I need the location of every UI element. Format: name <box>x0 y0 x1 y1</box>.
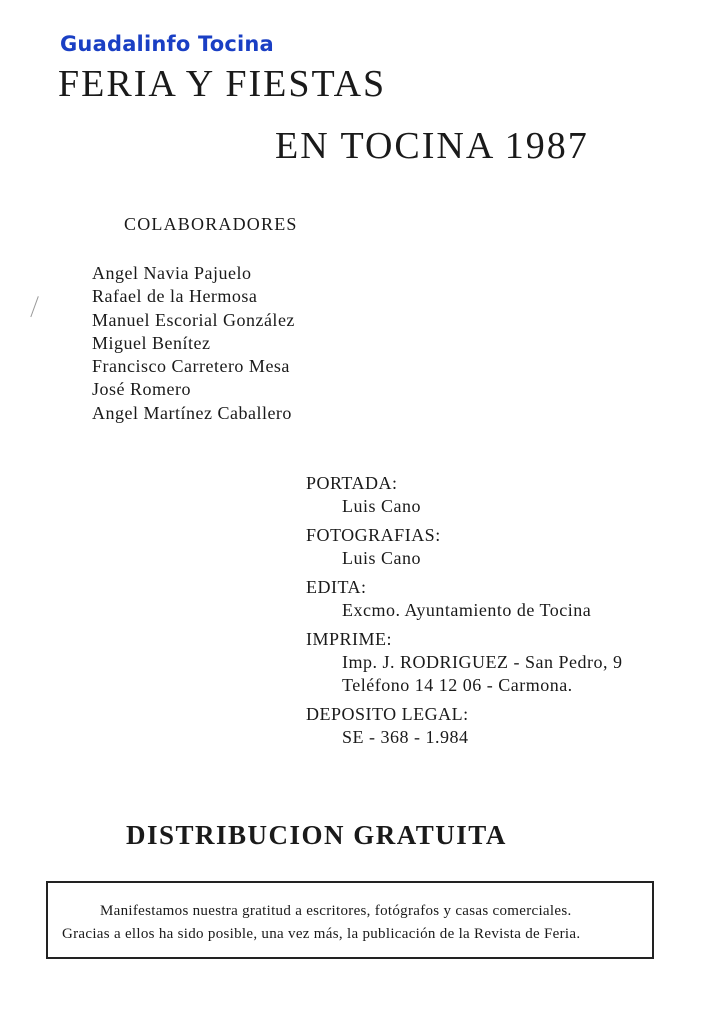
watermark-label: Guadalinfo Tocina <box>60 32 274 56</box>
colaboradores-heading: COLABORADORES <box>124 214 298 234</box>
colaborador-name: Angel Navia Pajuelo <box>92 263 252 283</box>
credit-value: Teléfono 14 12 06 - Carmona. <box>342 675 573 695</box>
credit-heading: FOTOGRAFIAS: <box>306 525 441 545</box>
scan-mark <box>30 296 40 318</box>
credit-value: Luis Cano <box>342 548 421 568</box>
thanks-line-2: Gracias a ellos ha sido posible, una vez más, la publicación de la Revista de Feria. <box>62 926 581 942</box>
credit-edita <box>306 576 622 622</box>
credit-heading: PORTADA: <box>306 473 398 493</box>
credit-deposito <box>306 703 622 749</box>
credit-value: SE - 368 - 1.984 <box>342 727 469 747</box>
colaborador-name: Manuel Escorial González <box>92 309 295 330</box>
credit-heading: IMPRIME: <box>306 629 393 649</box>
credit-value: Imp. J. RODRIGUEZ - San Pedro, 9 <box>342 652 623 672</box>
credit-imprime <box>306 628 622 697</box>
credit-value: Luis Cano <box>342 496 421 516</box>
title-line-2: EN TOCINA 1987 <box>275 125 589 167</box>
colaborador-name: Francisco Carretero Mesa <box>92 356 290 377</box>
thanks-line-1: Manifestamos nuestra gratitud a escritores, fotógrafos y casas comerciales. <box>100 903 572 919</box>
colaboradores-list <box>92 262 295 425</box>
colaborador-name: José Romero <box>92 379 191 400</box>
colaborador-name: Rafael de la Hermosa <box>92 286 258 307</box>
credit-portada <box>306 472 622 518</box>
thanks-box <box>46 881 654 959</box>
title-line-1: FERIA Y FIESTAS <box>58 63 387 105</box>
credit-fotografias <box>306 524 622 570</box>
colaborador-name: Angel Martínez Caballero <box>92 402 292 423</box>
distribution-heading: DISTRIBUCION GRATUITA <box>126 820 507 850</box>
credit-heading: DEPOSITO LEGAL: <box>306 704 469 724</box>
credits-block <box>306 472 622 755</box>
credit-value: Excmo. Ayuntamiento de Tocina <box>342 600 592 620</box>
colaborador-name: Miguel Benítez <box>92 332 211 353</box>
credit-heading: EDITA: <box>306 577 367 597</box>
